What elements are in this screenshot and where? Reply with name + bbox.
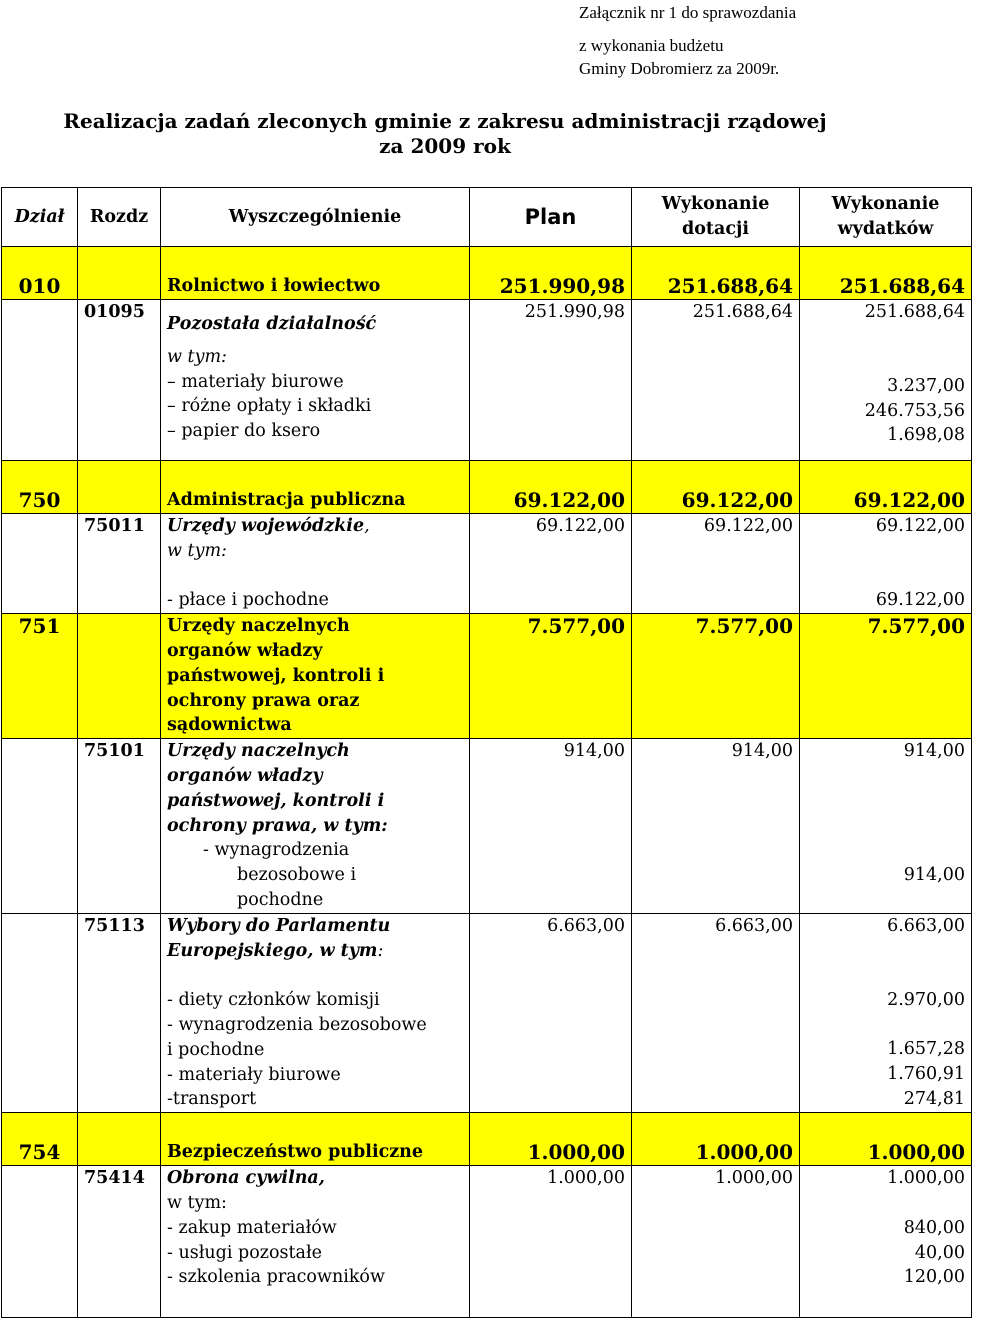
list-item: - wynagrodzenia bezosobowe: [167, 1014, 427, 1035]
list-item: – papier do ksero: [167, 421, 321, 442]
attachment-label: Załącznik nr 1 do sprawozdania: [579, 3, 797, 22]
rozdz-code: 75011: [78, 514, 161, 614]
dzial-code: 750: [2, 461, 78, 514]
dzial-code: 751: [2, 614, 78, 739]
col-header-wydatkow: Wykonanie wydatków: [800, 188, 972, 247]
wydatkow-value: 914,00 914,00: [800, 739, 972, 914]
wydatkow-value: 69.122,00 69.122,00: [800, 514, 972, 614]
col-header-rozdz: Rozdz: [78, 188, 161, 247]
section-row-751: [2, 614, 972, 739]
section-name: Urzędy naczelnych organów władzy państwowej, kontroli i ochrony prawa oraz sądownictwa: [161, 614, 470, 739]
chapter-row-75113: [2, 913, 972, 1112]
col-header-dotacji: Wykonanie dotacji: [632, 188, 800, 247]
page-title-year: za 2009 rok: [379, 134, 511, 158]
dotacji-value: 914,00: [632, 739, 800, 914]
section-row-750: [2, 461, 972, 514]
list-item: - zakup materiałów: [167, 1217, 337, 1238]
dotacji-value: 1.000,00: [632, 1166, 800, 1318]
col-header-name: Wyszczególnienie: [161, 188, 470, 247]
chapter-description: Urzędy wojewódzkie, w tym: - płace i pochodne: [161, 514, 470, 614]
list-item: – różne opłaty i składki: [167, 396, 372, 417]
report-label: z wykonania budżetu: [579, 36, 724, 55]
wydatkow-value: 251.688,64: [800, 247, 972, 300]
section-row-754: [2, 1113, 972, 1166]
chapter-description: Pozostała działalność w tym: – materiały biurowe – różne opłaty i składki – papier do ksero: [161, 300, 470, 461]
list-item: - usługi pozostałe: [167, 1242, 323, 1263]
chapter-name: Urzędy wojewódzkie: [167, 516, 365, 536]
wydatkow-value: 251.688,64 3.237,00 246.753,56 1.698,08: [800, 300, 972, 461]
chapter-description: Urzędy naczelnych organów władzy państwowej, kontroli i ochrony prawa, w tym: - wynagrodzenia bezosobowe i pochodne: [161, 739, 470, 914]
chapter-row-75101: [2, 739, 972, 914]
chapter-name: Pozostała działalność: [167, 314, 377, 334]
dotacji-value: 7.577,00: [632, 614, 800, 739]
rozdz-code: 01095: [78, 300, 161, 461]
rozdz-code: 75101: [78, 739, 161, 914]
chapter-row-75011: [2, 514, 972, 614]
chapter-description: Wybory do Parlamentu Europejskiego, w tym: - diety członków komisji - wynagrodzenia bezosobowe i pochodne - materiały biurowe -transport: [161, 913, 470, 1112]
dotacji-value: 6.663,00: [632, 913, 800, 1112]
section-name: Administracja publiczna: [161, 461, 470, 514]
dotacji-value: 1.000,00: [632, 1113, 800, 1166]
list-item: - wynagrodzenia: [203, 840, 350, 861]
rozdz-code: 75414: [78, 1166, 161, 1318]
dotacji-value: 251.688,64: [632, 300, 800, 461]
col-header-plan: Plan: [470, 188, 632, 247]
plan-value: 1.000,00: [470, 1113, 632, 1166]
wydatkow-value: 7.577,00: [800, 614, 972, 739]
plan-value: 69.122,00: [470, 461, 632, 514]
table-header-row: [2, 188, 972, 247]
plan-value: 251.990,98: [470, 300, 632, 461]
wydatkow-value: 1.000,00: [800, 1113, 972, 1166]
plan-value: 69.122,00: [470, 514, 632, 614]
rozdz-code: 75113: [78, 913, 161, 1112]
dotacji-value: 69.122,00: [632, 461, 800, 514]
list-item: – materiały biurowe: [167, 371, 344, 392]
section-name: Rolnictwo i łowiectwo: [161, 247, 470, 300]
dotacji-value: 69.122,00: [632, 514, 800, 614]
chapter-name: Obrona cywilna,: [167, 1168, 325, 1189]
list-item: - płace i pochodne: [167, 590, 329, 611]
plan-value: 7.577,00: [470, 614, 632, 739]
list-item: - szkolenia pracowników: [167, 1267, 385, 1288]
chapter-row-01095: [2, 300, 972, 461]
municipality-label: Gminy Dobromierz za 2009r.: [579, 59, 780, 78]
list-item: - diety członków komisji: [167, 990, 380, 1011]
dotacji-value: 251.688,64: [632, 247, 800, 300]
dzial-code: 754: [2, 1113, 78, 1166]
section-name: Bezpieczeństwo publiczne: [161, 1113, 470, 1166]
dzial-code: 010: [2, 247, 78, 300]
wydatkow-value: 1.000,00 840,00 40,00 120,00: [800, 1166, 972, 1318]
section-row-010: [2, 247, 972, 300]
plan-value: 6.663,00: [470, 913, 632, 1112]
page-title: Realizacja zadań zleconych gminie z zakresu administracji rządowej: [63, 109, 827, 133]
list-item: - materiały biurowe: [167, 1064, 341, 1085]
chapter-row-75414: [2, 1166, 972, 1318]
chapter-description: Obrona cywilna, w tym: - zakup materiałów - usługi pozostałe - szkolenia pracowników: [161, 1166, 470, 1318]
wydatkow-value: 6.663,00 2.970,00 1.657,28 1.760,91 274,81: [800, 913, 972, 1112]
wydatkow-value: 69.122,00: [800, 461, 972, 514]
budget-table: [1, 187, 972, 1318]
plan-value: 914,00: [470, 739, 632, 914]
col-header-dzial: Dział: [2, 188, 78, 247]
plan-value: 251.990,98: [470, 247, 632, 300]
plan-value: 1.000,00: [470, 1166, 632, 1318]
list-item: -transport: [167, 1089, 257, 1110]
